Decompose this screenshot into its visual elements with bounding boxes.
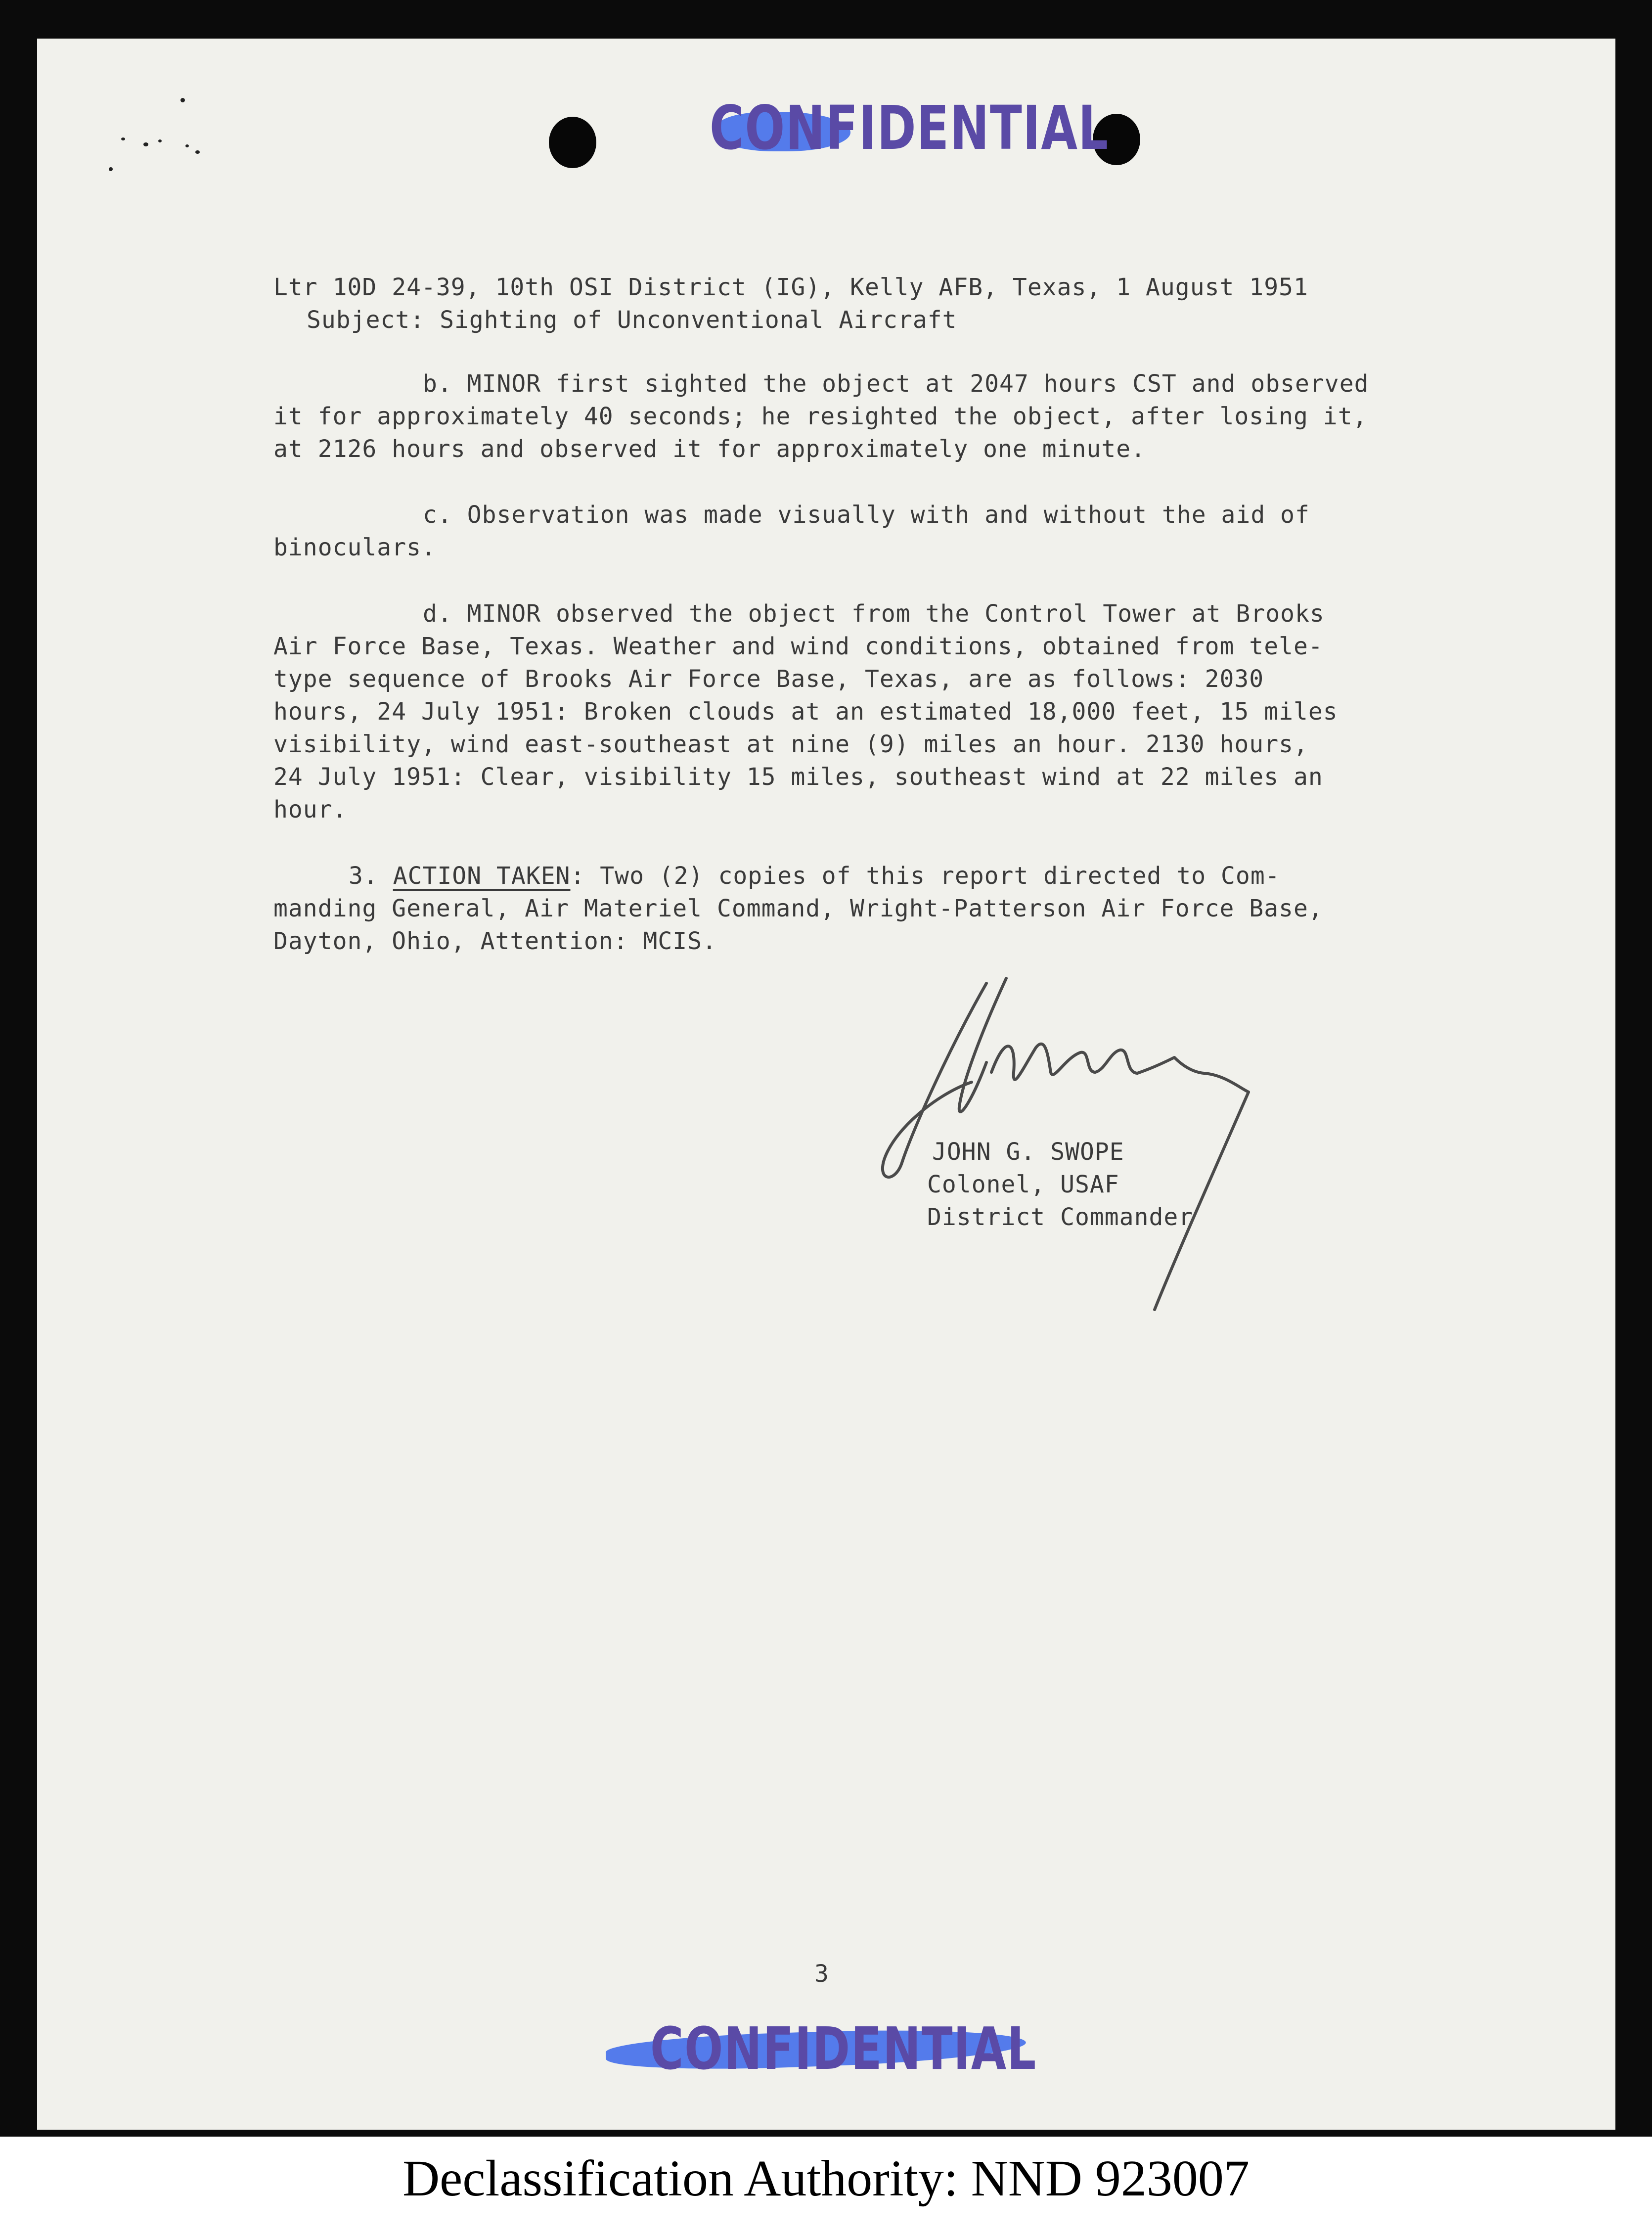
paragraph-line: Dayton, Ohio, Attention: MCIS. [273,927,717,955]
paragraph-line: b. MINOR first sighted the object at 2047 hours CST and observed [423,370,1369,398]
reference-line: Ltr 10D 24-39, 10th OSI District (IG), Kelly AFB, Texas, 1 August 1951 [273,274,1308,301]
paragraph-line: hour. [273,796,348,823]
paragraph-line: 24 July 1951: Clear, visibility 15 miles, southeast wind at 22 miles an [273,763,1323,791]
paragraph-line [349,860,1280,892]
speck-mark [143,142,148,146]
speck-mark [180,98,185,102]
paragraph-line: d. MINOR observed the object from the Control Tower at Brooks [423,600,1325,628]
paragraph-line: c. Observation was made visually with and without the aid of [423,501,1310,529]
paragraph-line: visibility, wind east-southeast at nine (9) miles an hour. 2130 hours, [273,731,1308,758]
paragraph-line: at 2126 hours and observed it for approximately one minute. [273,435,1146,463]
speck-mark [158,139,162,142]
document-page [37,39,1615,2130]
speck-mark [185,144,189,147]
declassification-footer: Declassification Authority: NND 923007 [402,2150,1250,2207]
paragraph-text: : Two (2) copies of this report directed to Com- [570,862,1280,890]
punch-hole [549,117,596,168]
action-taken-heading: ACTION TAKEN [393,862,571,890]
paragraph-number: 3. [349,862,378,890]
paragraph-line: binoculars. [273,534,436,561]
signer-rank: Colonel, USAF [927,1171,1119,1198]
paragraph-line: type sequence of Brooks Air Force Base, Texas, are as follows: 2030 [273,665,1264,693]
paragraph-line: manding General, Air Materiel Command, Wright-Patterson Air Force Base, [273,895,1323,922]
confidential-stamp-bottom: CONFIDENTIAL [650,2014,1037,2083]
subject-line: Subject: Sighting of Unconventional Aircraft [307,306,957,334]
paragraph-line: Air Force Base, Texas. Weather and wind conditions, obtained from tele- [273,633,1323,660]
speck-mark [195,150,200,154]
confidential-stamp-top: CONFIDENTIAL [710,93,1109,163]
signer-name: JOHN G. SWOPE [932,1138,1124,1166]
speck-mark [121,137,125,140]
paragraph-line: hours, 24 July 1951: Broken clouds at an estimated 18,000 feet, 15 miles [273,698,1338,726]
page-number: 3 [814,1960,829,1988]
paragraph-line: it for approximately 40 seconds; he resighted the object, after losing it, [273,403,1368,430]
speck-mark [109,167,113,171]
signer-title: District Commander [927,1203,1194,1231]
